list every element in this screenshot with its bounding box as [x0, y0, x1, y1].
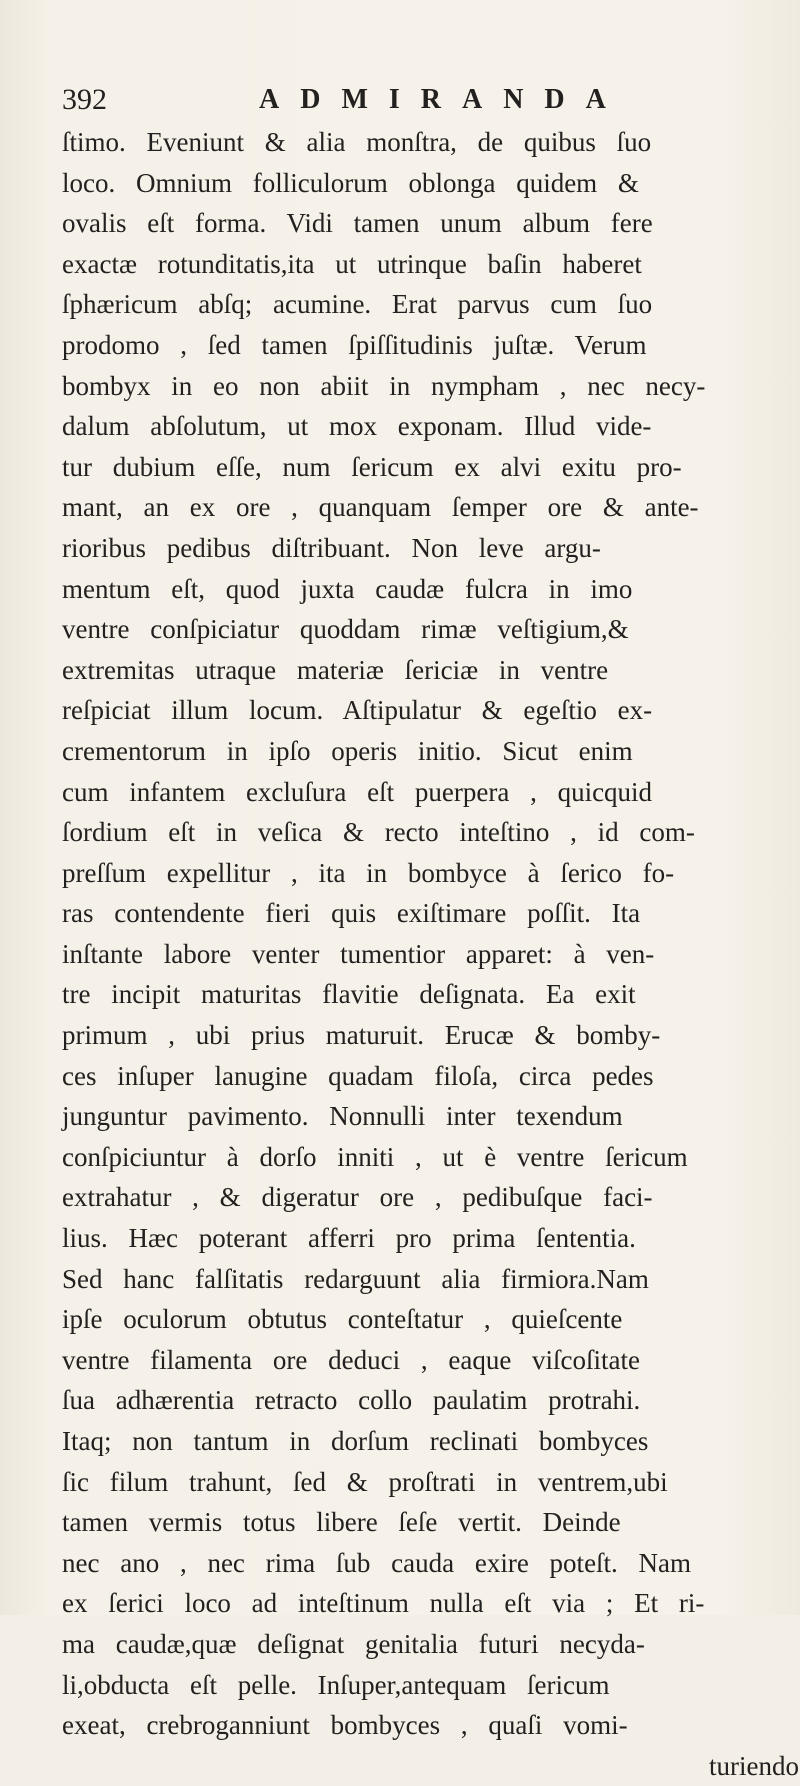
text-line: ſtimo. Eveniunt & alia monſtra, de quibus ſuo — [62, 127, 652, 157]
text-line: reſpiciat illum locum. Aſtipulatur & egeſtio ex- — [62, 695, 653, 726]
catchword: turiendo — [709, 1750, 799, 1781]
text-line: bombyx in eo non abiit in nympham , nec necy- — [62, 370, 706, 401]
text-line: ex ſerici loco ad inteſtinum nulla eſt via ; Et ri- — [62, 1588, 705, 1619]
text-line: li,obducta eſt pelle. Inſuper,antequam ſericum — [62, 1669, 610, 1700]
text-line: ma caudæ,quæ deſignat genitalia futuri necyda- — [62, 1628, 645, 1659]
text-line: prodomo , ſed tamen ſpiſſitudinis juſtæ. Verum — [62, 329, 647, 360]
text-line: extrahatur , & digeratur ore , pedibuſque faci- — [62, 1182, 653, 1213]
text-line: junguntur pavimento. Nonnulli inter texendum — [62, 1101, 623, 1132]
text-line: inſtante labore venter tumentior apparet: à ven- — [62, 938, 655, 969]
text-line: ſic filum trahunt, ſed & proſtrati in ventrem,ubi — [62, 1466, 668, 1497]
text-line: primum , ubi prius maturuit. Erucæ & bomby- — [62, 1020, 661, 1051]
text-line: ovalis eſt forma. Vidi tamen unum album fere — [62, 208, 653, 239]
text-line: ras contendente fieri quis exiſtimare poſſit. Ita — [62, 898, 641, 929]
text-line: Itaq; non tantum in dorſum reclinati bombyces — [62, 1426, 649, 1456]
text-line: tur dubium eſſe, num ſericum ex alvi exitu pro- — [62, 451, 682, 482]
page-number: 392 — [62, 83, 107, 116]
body-text — [62, 122, 799, 1786]
text-line: exeat, crebroganniunt bombyces , quaſi vomi- — [62, 1710, 628, 1741]
text-line: conſpiciuntur à dorſo inniti , ut è ventre ſericum — [62, 1141, 688, 1172]
text-line: cum infantem excluſura eſt puerpera , quicquid — [62, 776, 653, 807]
text-line: ces inſuper lanugine quadam filoſa, circa pedes — [62, 1060, 654, 1091]
text-line: rioribus pedibus diſtribuant. Non leve argu- — [62, 532, 601, 563]
text-line: ventre filamenta ore deduci , eaque viſcoſitate — [62, 1344, 641, 1375]
text-line: ſua adhærentia retracto collo paulatim protrahi. — [62, 1385, 641, 1416]
text-line: loco. Omnium folliculorum oblonga quidem & — [62, 167, 639, 198]
text-line: lius. Hæc poterant afferri pro prima ſententia. — [62, 1223, 636, 1254]
running-head — [62, 80, 762, 120]
text-line: extremitas utraque materiæ ſericiæ in ventre — [62, 654, 609, 685]
text-line: dalum abſolutum, ut mox exponam. Illud vide- — [62, 411, 652, 442]
text-line: ventre conſpiciatur quoddam rimæ veſtigium,& — [62, 614, 629, 645]
text-line: tre incipit maturitas flavitie deſignata. Ea exit — [62, 979, 636, 1010]
text-line: nec ano , nec rima ſub cauda exire poteſt. Nam — [62, 1547, 692, 1578]
text-line: Sed hanc falſitatis redarguunt alia firmiora.Nam — [62, 1263, 649, 1294]
text-line: crementorum in ipſo operis initio. Sicut enim — [62, 735, 633, 766]
text-line: exactæ rotunditatis,ita ut utrinque baſin haberet — [62, 248, 642, 279]
text-line: ipſe oculorum obtutus conteſtatur , quieſcente — [62, 1304, 623, 1335]
text-line: preſſum expellitur , ita in bombyce à ſerico fo- — [62, 857, 675, 888]
text-line: ſphæricum abſq; acumine. Erat parvus cum ſuo — [62, 289, 653, 320]
text-line: ſordium eſt in veſica & recto inteſtino , id com- — [62, 817, 695, 848]
text-line: tamen vermis totus libere ſeſe vertit. Deinde — [62, 1507, 621, 1538]
text-line: mant, an ex ore , quanquam ſemper ore & ante- — [62, 492, 699, 523]
running-title: ADMIRANDA — [259, 84, 627, 115]
text-line: mentum eſt, quod juxta caudæ fulcra in imo — [62, 573, 633, 604]
